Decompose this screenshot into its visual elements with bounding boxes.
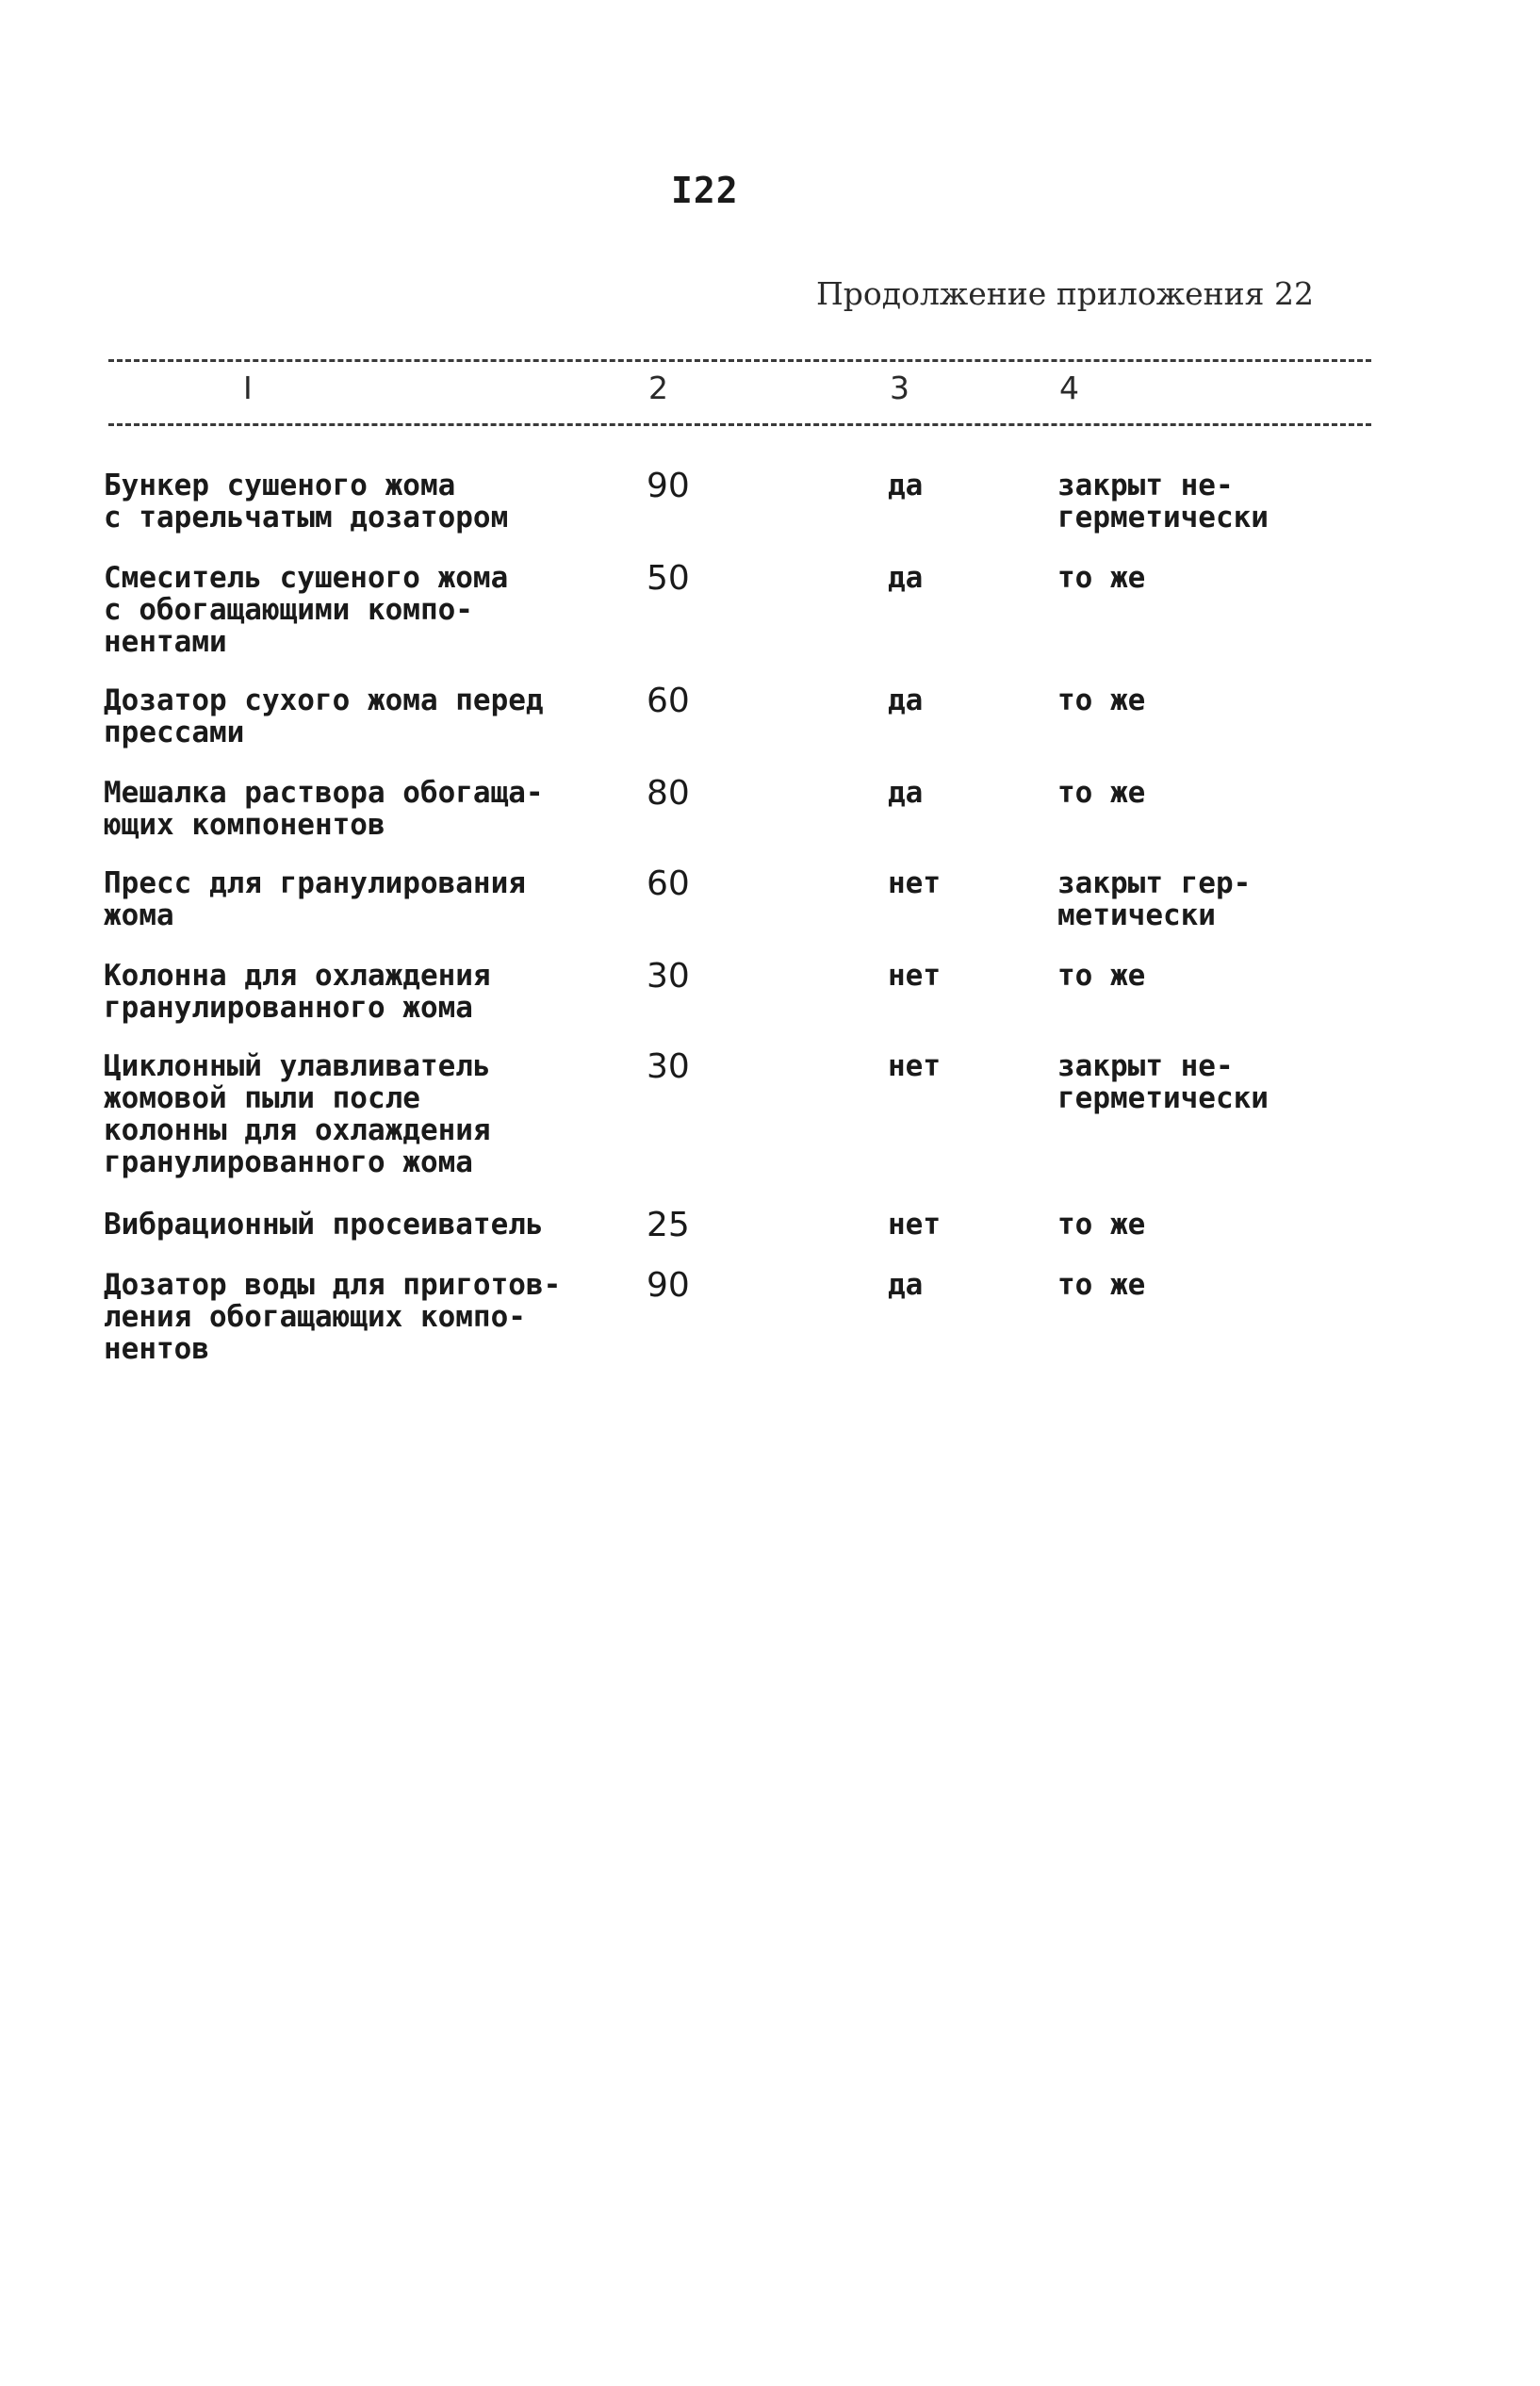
row-note: закрыт гер- метически <box>1057 866 1252 932</box>
row-value: 90 <box>647 467 690 505</box>
page-number: I22 <box>671 170 739 211</box>
row-flag: да <box>888 561 924 595</box>
row-note: то же <box>1057 683 1146 717</box>
row-flag: нет <box>888 1208 941 1242</box>
row-flag: да <box>888 1268 924 1302</box>
row-note: то же <box>1057 776 1146 810</box>
row-value: 50 <box>647 559 690 598</box>
row-flag: да <box>888 469 924 502</box>
row-value: 60 <box>647 864 690 903</box>
row-flag: да <box>888 683 924 717</box>
table-header-rule <box>108 423 1371 426</box>
equipment-name: Колонна для охлаждения гранулированного жома <box>104 959 491 1025</box>
equipment-name: Мешалка раствора обогаща- ющих компонентов <box>104 776 544 842</box>
row-flag: нет <box>888 959 941 993</box>
continuation-caption: Продолжение приложения 22 <box>816 275 1314 312</box>
row-note: то же <box>1057 1268 1146 1302</box>
column-header-4: 4 <box>1059 370 1079 406</box>
equipment-name: Дозатор сухого жома перед прессами <box>104 683 544 749</box>
row-note: то же <box>1057 561 1146 595</box>
row-note: то же <box>1057 959 1146 993</box>
column-header-3: 3 <box>890 370 909 406</box>
row-flag: да <box>888 776 924 810</box>
row-flag: нет <box>888 1049 941 1083</box>
equipment-name: Бункер сушеного жома с тарельчатым дозатором <box>104 469 509 535</box>
table-top-rule <box>108 359 1371 362</box>
row-value: 90 <box>647 1266 690 1305</box>
row-note: то же <box>1057 1208 1146 1242</box>
equipment-name: Вибрационный просеиватель <box>104 1208 544 1242</box>
row-flag: нет <box>888 866 941 900</box>
row-value: 60 <box>647 682 690 720</box>
equipment-name: Пресс для гранулирования жома <box>104 866 526 932</box>
equipment-name: Дозатор воды для приготов- ления обогащающих компо- нентов <box>104 1268 562 1366</box>
row-value: 25 <box>647 1206 690 1244</box>
row-value: 30 <box>647 1047 690 1086</box>
row-value: 80 <box>647 774 690 813</box>
row-value: 30 <box>647 957 690 996</box>
column-header-1: I <box>243 370 253 406</box>
column-header-2: 2 <box>648 370 668 406</box>
row-note: закрыт не- герметически <box>1057 1049 1269 1115</box>
equipment-name: Смеситель сушеного жома с обогащающими компо- нентами <box>104 561 509 659</box>
equipment-name: Циклонный улавливатель жомовой пыли после колонны для охлаждения гранулированного жома <box>104 1049 491 1179</box>
row-note: закрыт не- герметически <box>1057 469 1269 535</box>
